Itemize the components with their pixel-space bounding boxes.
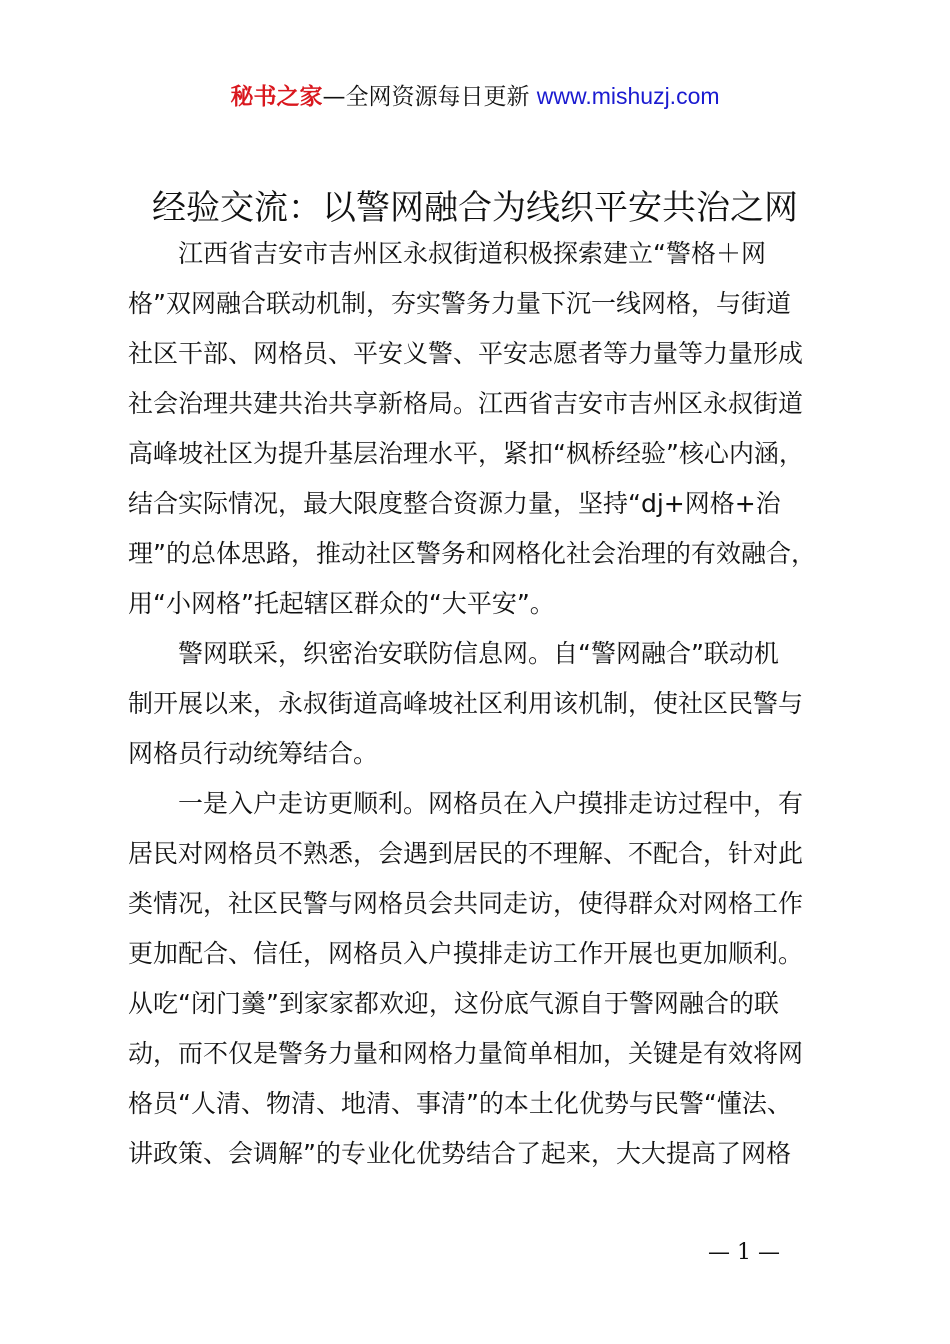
body-line: 结合实际情况，最大限度整合资源力量，坚持“dj+网格+治	[128, 489, 781, 518]
page-header	[0, 80, 950, 113]
body-line: 格”双网融合联动机制，夯实警务力量下沉一线网格，与街道	[128, 289, 791, 318]
body-line: 江西省吉安市吉州区永叔街道积极探索建立“警格＋网	[178, 239, 766, 268]
body-line: 用“小网格”托起辖区群众的“大平安”。	[128, 589, 555, 618]
body-line: 网格员行动统筹结合。	[128, 739, 379, 768]
body-line: 理”的总体思路，推动社区警务和网格化社会治理的有效融合，	[128, 539, 816, 568]
page-number: — 1 —	[708, 1240, 780, 1265]
body-line: 制开展以来，永叔街道高峰坡社区利用该机制，使社区民警与	[128, 689, 804, 718]
body-line: 一是入户走访更顺利。网格员在入户摸排走访过程中，有	[178, 789, 804, 818]
body-line: 高峰坡社区为提升基层治理水平，紧扣“枫桥经验”核心内涵，	[128, 439, 804, 468]
body-line: 动，而不仅是警务力量和网格力量简单相加，关键是有效将网	[128, 1039, 804, 1068]
body-line: 讲政策、会调解”的专业化优势结合了起来，大大提高了网格	[128, 1139, 791, 1168]
body-line: 类情况，社区民警与网格员会共同走访，使得群众对网格工作	[128, 889, 804, 918]
body-line: 社会治理共建共治共享新格局。江西省吉安市吉州区永叔街道	[128, 389, 804, 418]
brand-name: 秘书之家	[230, 84, 323, 110]
site-url-link[interactable]: www.mishuzj.com	[536, 83, 720, 109]
body-line: 从吃“闭门羹”到家家都欢迎，这份底气源自于警网融合的联	[128, 989, 779, 1018]
header-tagline: —全网资源每日更新	[322, 84, 530, 110]
body-line: 社区干部、网格员、平安义警、平安志愿者等力量等力量形成	[128, 339, 804, 368]
body-line: 更加配合、信任，网格员入户摸排走访工作开展也更加顺利。	[128, 939, 804, 968]
body-line: 警网联采，织密治安联防信息网。自“警网融合”联动机	[178, 639, 779, 668]
document-title: 经验交流：以警网融合为线织平安共治之网	[152, 188, 798, 228]
body-line: 居民对网格员不熟悉，会遇到居民的不理解、不配合，针对此	[128, 839, 804, 868]
body-line: 格员“人清、物清、地清、事清”的本土化优势与民警“懂法、	[128, 1089, 792, 1118]
